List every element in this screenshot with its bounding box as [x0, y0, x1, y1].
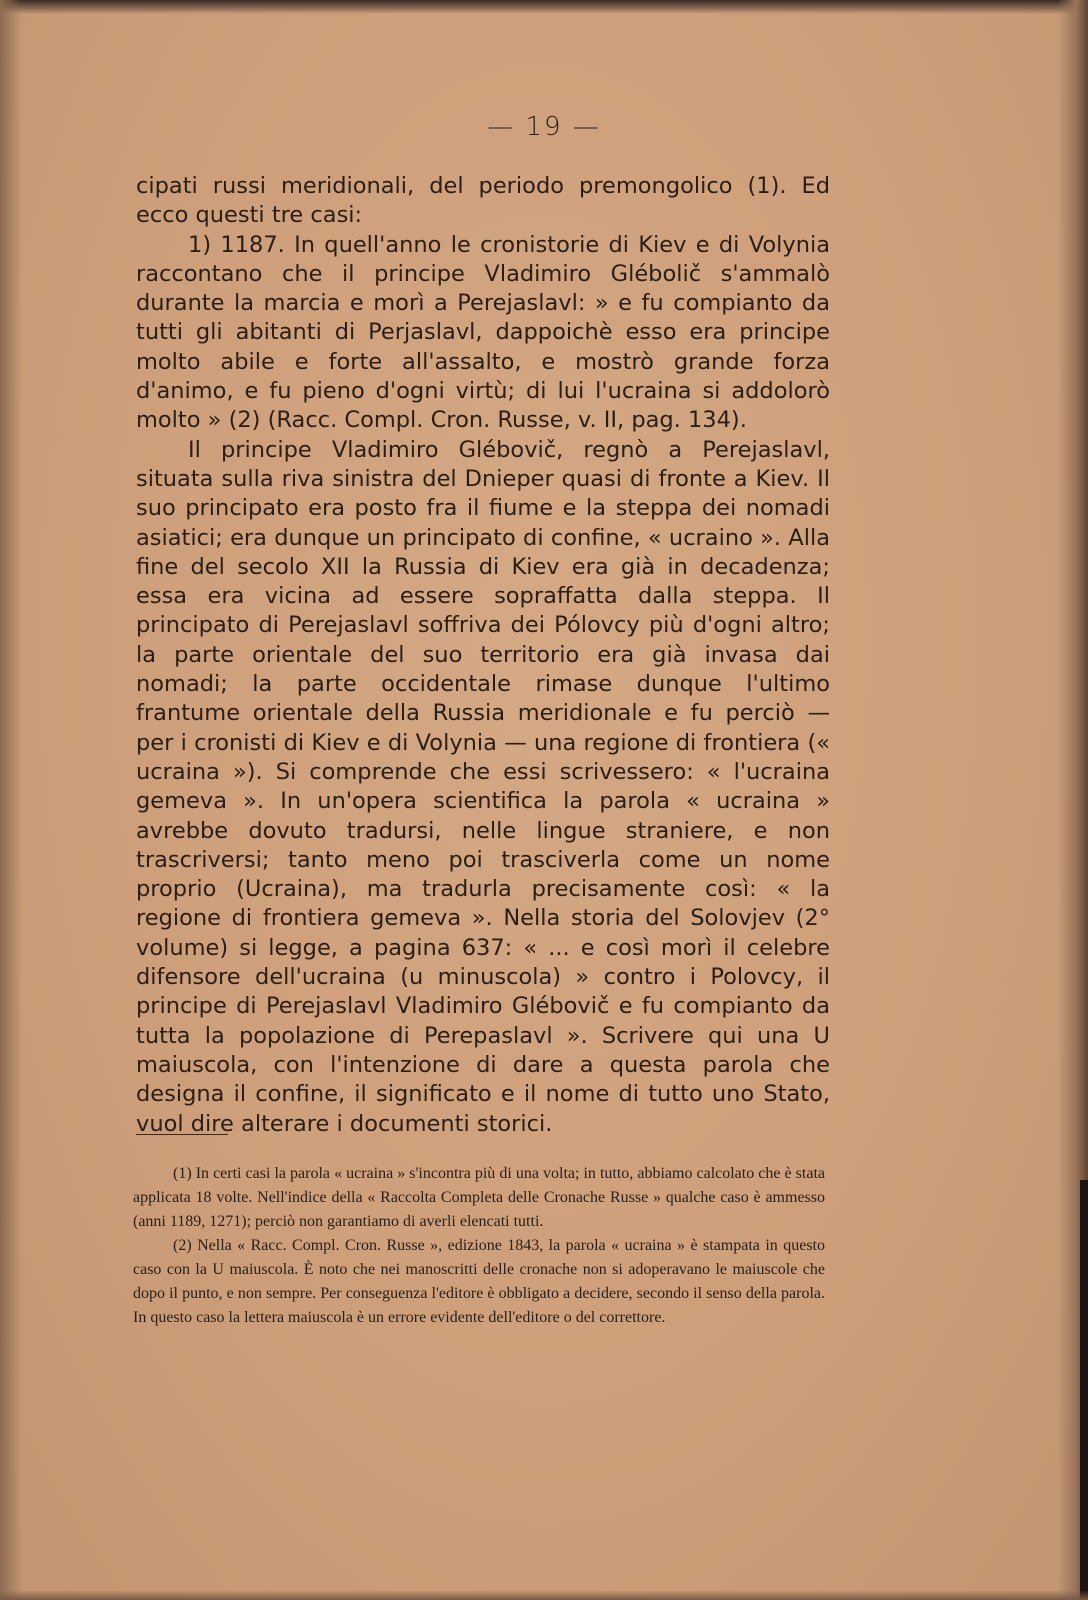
paragraph: cipati russi meridionali, del periodo premongolico (1). Ed ecco questi tre casi:	[136, 173, 830, 229]
binding-shadow	[1080, 1180, 1088, 1600]
paragraph: Il principe Vladimiro Glébovič, regnò a Perejaslavl, situata sulla riva sinistra del Dnieper quasi di fronte a Kiev. Il suo principato era posto fra il fiume e la steppa dei nomadi asiatici; era dunque un principato di confine, « ucraino ». Alla fine del secolo XII la Russia di Kiev era già in decadenza; essa era vicina ad essere sopraffatta dalla steppa. Il principato di Perejaslavl soffriva dei Pólovcy più d'ogni altro; la parte orientale del suo territorio era già invasa dai nomadi; la parte occidentale rimase dunque l'ultimo frantume orientale della Russia meridionale e fu perciò — per i cronisti di Kiev e di Volynia — una regione di frontiera (« ucraina »). Si comprende che essi scrivessero: « l'ucraina gemeva ». In un'opera scientifica la parola « ucraina » avrebbe dovuto tradursi, nelle lingue straniere, e non trascriversi; tanto meno poi trasciverla come un nome proprio (Ucraina), ma tradurla precisamente così: « la regione di frontiera gemeva ». Nella storia del Solovjev (2° volume) si legge, a pagina 637: « ... e così morì il celebre difensore dell'ucraina (u minuscola) » contro i Polovcy, il principe di Perejaslavl Vladimiro Glébovič e fu compianto da tutta la popolazione di Perepaslavl ». Scrivere qui una U maiuscola, con l'intenzione di dare a questa parola che designa il confine, il significato e il nome di tutto uno Stato, vuol dire alterare i documenti storici.	[136, 436, 830, 1137]
footnote: (2) Nella « Racc. Compl. Cron. Russe », edizione 1843, la parola « ucraina » è stampata in questo caso con la U maiuscola. È noto che nei manoscritti delle cronache non si adoperavano le maiuscole che dopo il punto, e non sempre. Per conseguenza l'editore è obbligato a decidere, secondo il senso della parola. In questo caso la lettera maiuscola è un errore evidente dell'editore o del correttore.	[133, 1237, 825, 1326]
page-number: — 19 —	[487, 112, 601, 142]
footnote: (1) In certi casi la parola « ucraina » s'incontra più di una volta; in tutto, abbiamo calcolato che è stata applicata 18 volte. Nell'indice della « Raccolta Completa delle Cronache Russe » qualche caso è ammesso (anni 1189, 1271); perciò non garantiamo di averli elencati tutti.	[133, 1165, 825, 1230]
main-text	[136, 172, 830, 1139]
page-top-edge	[0, 0, 1088, 14]
page-left-edge	[0, 0, 22, 1600]
footnotes	[133, 1162, 825, 1330]
page-bottom-edge	[0, 1590, 1088, 1600]
footnote-separator	[136, 1134, 228, 1135]
paragraph: 1) 1187. In quell'anno le cronistorie di Kiev e di Volynia raccontano che il principe Vladimiro Glébolič s'ammalò durante la marcia e morì a Perejaslavl: » e fu compianto da tutti gli abitanti di Perjaslavl, dappoichè esso era principe molto abile e forte all'assalto, e mostrò grande forza d'animo, e fu pieno d'ogni virtù; di lui l'ucraina si addolorò molto » (2) (Racc. Compl. Cron. Russe, v. II, pag. 134).	[136, 231, 830, 434]
